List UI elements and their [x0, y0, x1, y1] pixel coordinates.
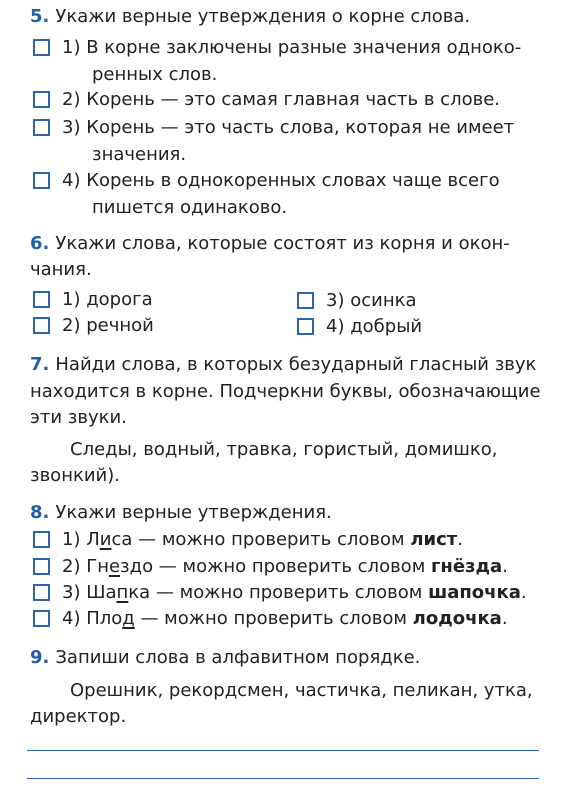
task8-option4-checkbox[interactable]: [33, 610, 50, 627]
task6-option3-checkbox[interactable]: [297, 292, 314, 309]
task5-number: 5.: [30, 6, 50, 27]
option-number: 1): [62, 529, 81, 550]
task7-words: Следы, водный, травка, гористый, домишко,: [70, 439, 498, 460]
task8-number: 8.: [30, 502, 50, 523]
task5-prompt: Укажи верные утверждения о корне слова.: [55, 6, 471, 27]
option-text: Корень в однокоренных словах чаще всего: [86, 170, 500, 191]
option-number: 3): [62, 582, 81, 603]
task8-prompt: Укажи верные утверждения.: [55, 502, 332, 523]
option-number: 4): [62, 608, 81, 629]
option-text: Корень — это самая главная часть в слове.: [86, 89, 500, 110]
task5-option4-cont: пишется одинаково.: [92, 197, 288, 218]
word-part: ка: [128, 582, 151, 603]
option-text: — можно проверить словом: [134, 608, 413, 629]
task5-heading: [30, 6, 470, 28]
option-text: В корне заключены разные значения одноко-: [86, 37, 522, 58]
option-number: 3): [326, 290, 345, 311]
task5-option2-checkbox[interactable]: [33, 91, 50, 108]
task5-option1-checkbox[interactable]: [33, 39, 50, 56]
task5-option4: [62, 170, 500, 192]
word-part: здо: [120, 556, 154, 577]
task6-option3: [326, 290, 417, 312]
task6-option2: [62, 315, 154, 337]
task6-option2-checkbox[interactable]: [33, 317, 50, 334]
check-word: лист: [410, 529, 458, 550]
task9-prompt: Запиши слова в алфавитном порядке.: [55, 647, 421, 668]
option-number: 2): [62, 89, 81, 110]
check-word: гнёзда: [431, 556, 503, 577]
option-number: 1): [62, 289, 81, 310]
underlined-letter: и: [99, 529, 112, 550]
option-word: добрый: [350, 316, 423, 337]
task7-prompt-cont2: эти звуки.: [30, 407, 127, 428]
option-number: 1): [62, 37, 81, 58]
task6-option4: [326, 316, 422, 338]
task8-option2: [62, 556, 508, 578]
check-word: лодочка: [412, 608, 502, 629]
option-number: 2): [62, 315, 81, 336]
task6-prompt-cont: чания.: [30, 259, 92, 280]
underlined-letter: п: [116, 582, 129, 603]
task7-prompt-cont: находится в корне. Подчеркни буквы, обозначающие: [30, 381, 541, 402]
option-number: 3): [62, 117, 81, 138]
option-text: Корень — это часть слова, которая не имеет: [86, 117, 515, 138]
task7-words-cont: звонкий).: [30, 465, 120, 486]
period: .: [457, 529, 463, 550]
underlined-letter: д: [122, 608, 135, 629]
option-word: осинка: [350, 290, 417, 311]
option-word: дорога: [86, 289, 153, 310]
option-text: — можно проверить словом: [150, 582, 429, 603]
task8-option3-checkbox[interactable]: [33, 584, 50, 601]
task6-heading: [30, 233, 510, 255]
underlined-letter: е: [108, 556, 121, 577]
task9-words-cont: директор.: [30, 706, 127, 727]
task8-heading: [30, 502, 332, 524]
answer-line-1[interactable]: [27, 750, 539, 751]
task8-option3: [62, 582, 527, 604]
task6-number: 6.: [30, 233, 50, 254]
period: .: [520, 582, 527, 603]
task5-option3: [62, 117, 514, 139]
check-word: шапочка: [428, 582, 521, 603]
task8-option2-checkbox[interactable]: [33, 558, 50, 575]
period: .: [502, 556, 508, 577]
task5-option1: [62, 37, 521, 59]
task5-option1-cont: ренных слов.: [92, 64, 218, 85]
task6-option4-checkbox[interactable]: [297, 318, 314, 335]
task6-prompt: Укажи слова, которые состоят из корня и окон-: [55, 233, 510, 254]
task9-number: 9.: [30, 647, 50, 668]
task9-words: Орешник, рекордсмен, частичка, пеликан, утка,: [70, 680, 533, 701]
option-word: речной: [86, 315, 154, 336]
task6-option1: [62, 289, 153, 311]
task9-heading: [30, 647, 420, 669]
word-part: Ша: [86, 582, 117, 603]
task8-option4: [62, 608, 508, 630]
option-number: 4): [326, 316, 345, 337]
task5-option2: [62, 89, 500, 111]
word-part: са: [111, 529, 133, 550]
task6-option1-checkbox[interactable]: [33, 291, 50, 308]
period: .: [501, 608, 508, 629]
word-part: Пло: [86, 608, 123, 629]
task5-option4-checkbox[interactable]: [33, 172, 50, 189]
task8-option1: [62, 529, 463, 551]
option-text: — можно проверить словом: [153, 556, 431, 577]
option-number: 4): [62, 170, 81, 191]
option-text: — можно проверить словом: [132, 529, 411, 550]
answer-line-2[interactable]: [27, 778, 539, 779]
word-part: Гн: [86, 556, 109, 577]
task7-heading: [30, 354, 536, 376]
task7-prompt: Найди слова, в которых безударный гласный звук: [55, 354, 537, 375]
task5-option3-checkbox[interactable]: [33, 119, 50, 136]
task8-option1-checkbox[interactable]: [33, 531, 50, 548]
word-part: Л: [86, 529, 100, 550]
option-number: 2): [62, 556, 81, 577]
task5-option3-cont: значения.: [92, 144, 187, 165]
task7-number: 7.: [30, 354, 50, 375]
